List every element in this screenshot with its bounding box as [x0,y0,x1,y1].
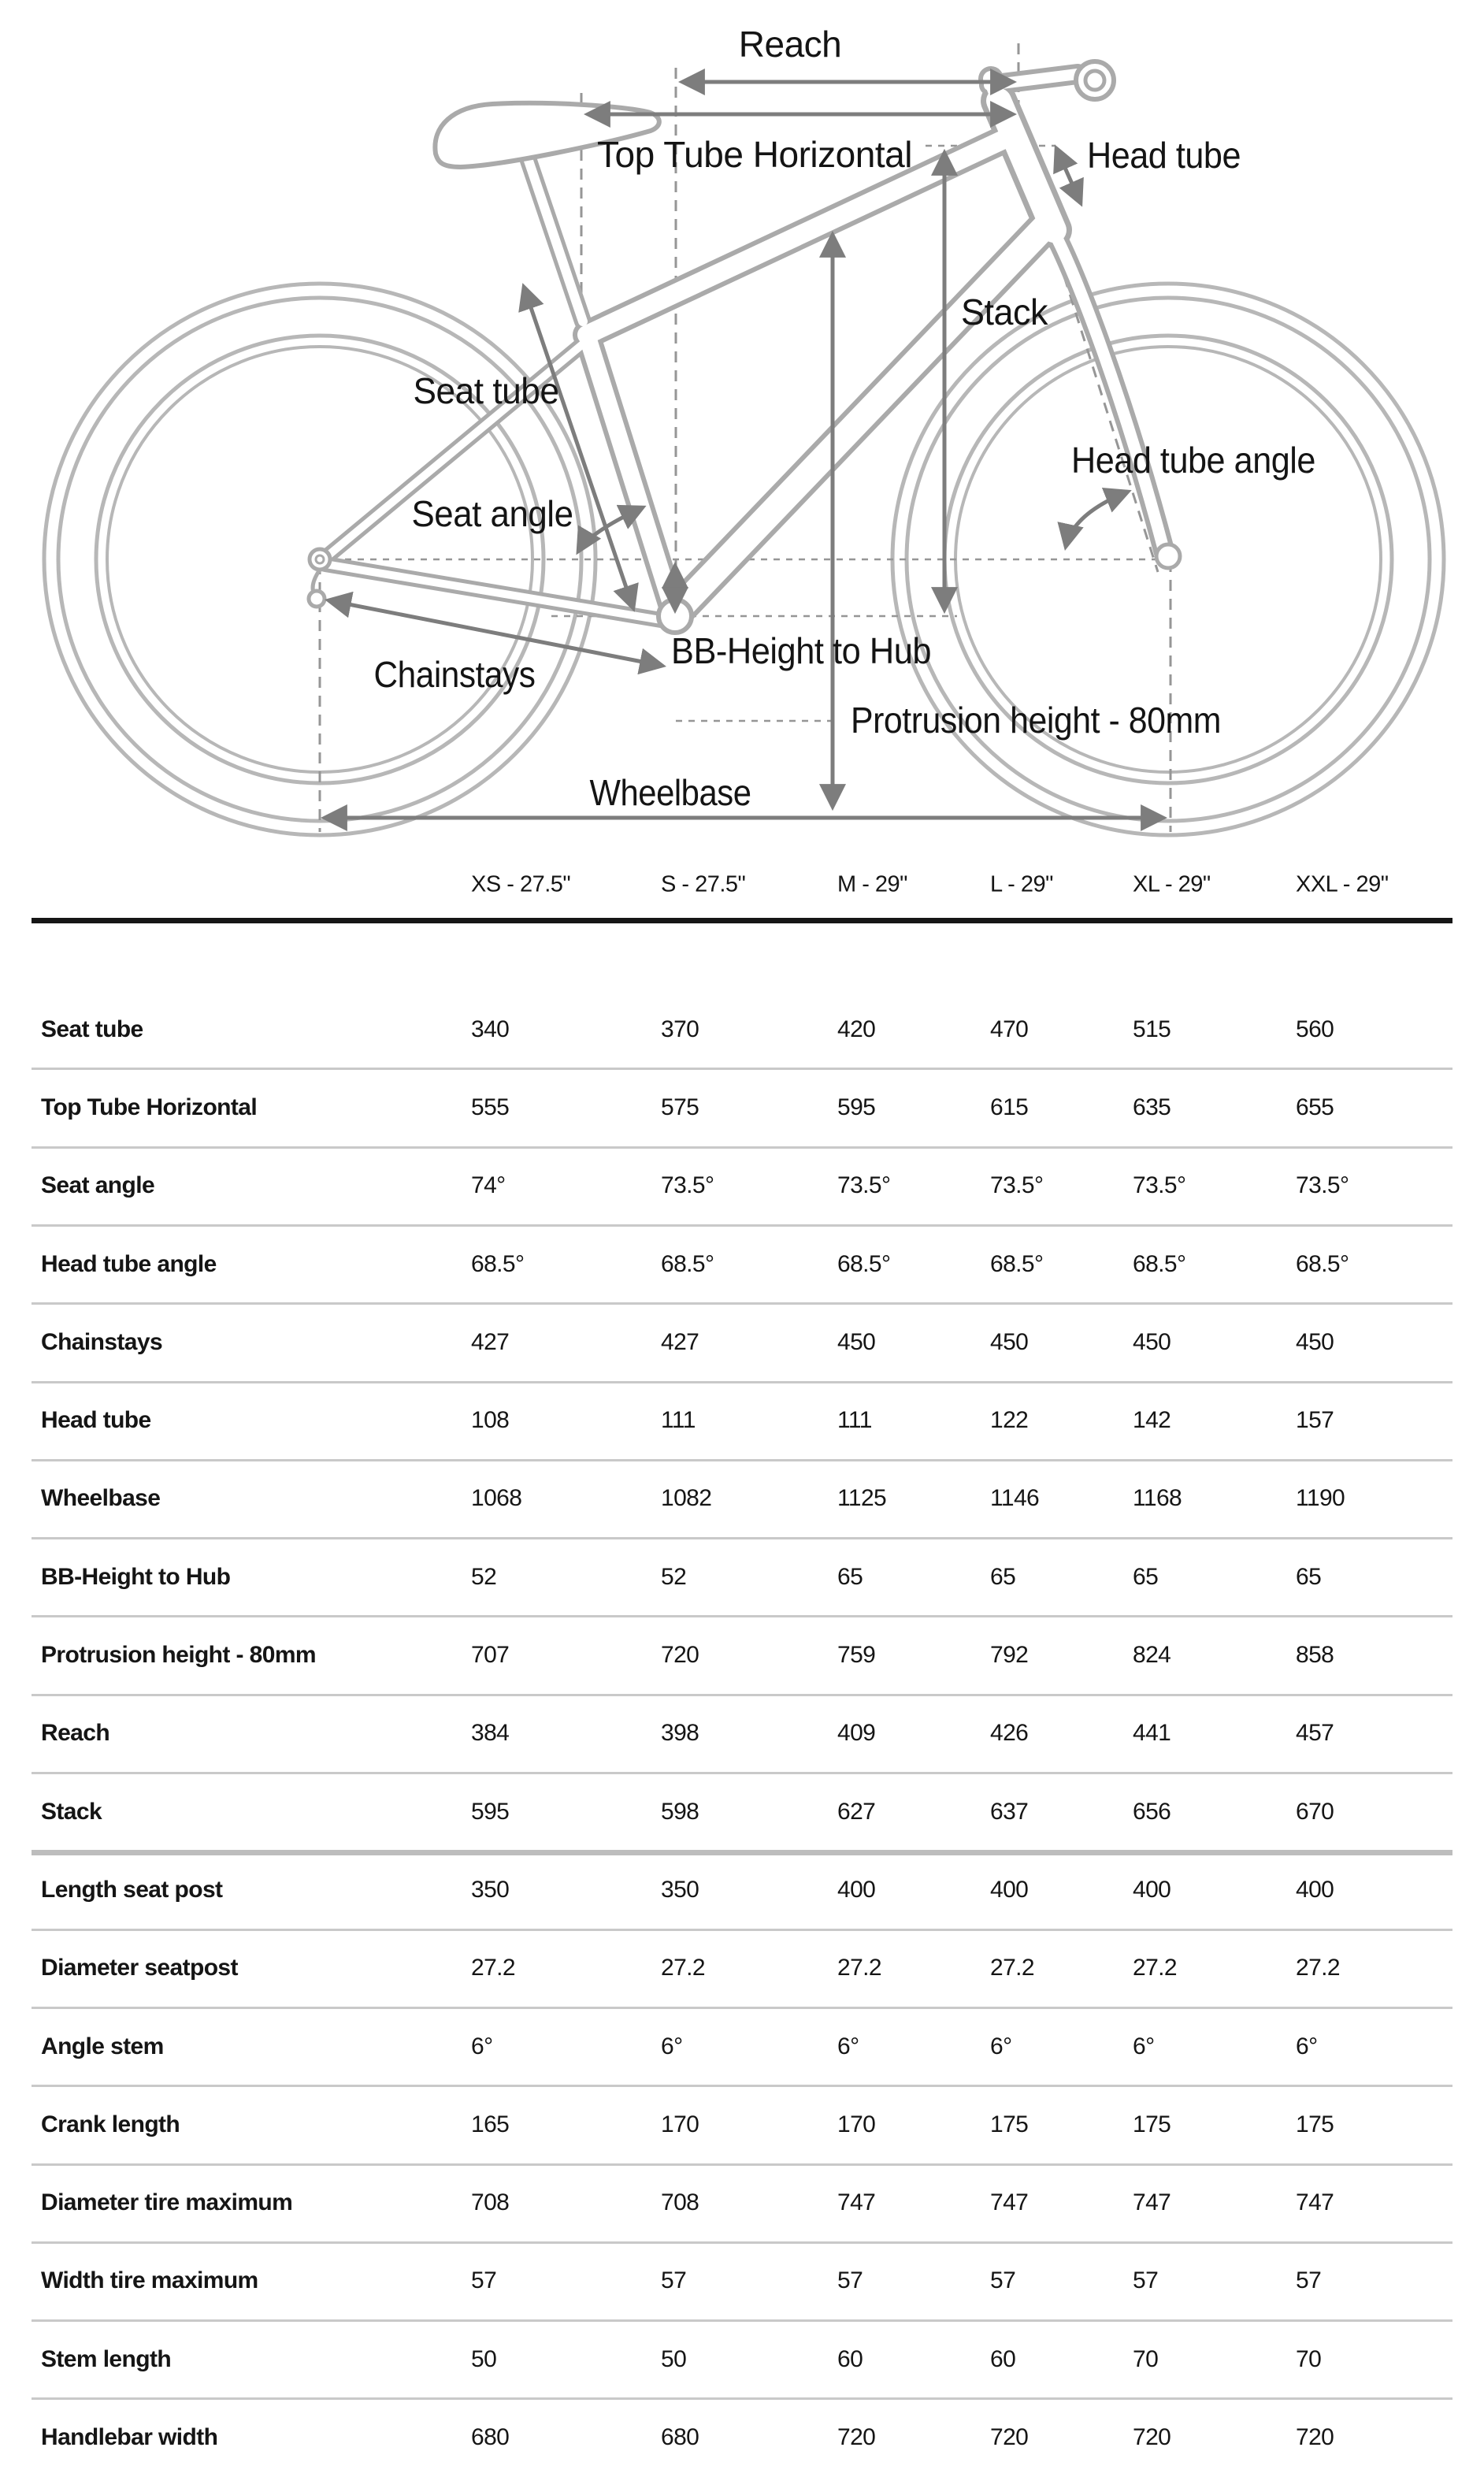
cell-value: 57 [1133,2267,1159,2294]
row-separator [32,2319,1452,2322]
column-header: XL - 29" [1133,871,1211,897]
cell-value: 656 [1133,1798,1171,1825]
row-label: Width tire maximum [41,2267,258,2294]
table-row [0,1068,1484,1146]
cell-value: 1190 [1296,1485,1345,1512]
cell-value: 6° [990,2033,1012,2059]
cell-value: 635 [1133,1094,1171,1120]
cell-value: 57 [1296,2267,1322,2294]
row-label: BB-Height to Hub [41,1563,231,1590]
cell-value: 6° [1296,2033,1318,2059]
cell-value: 720 [661,1642,699,1669]
cell-value: 52 [661,1563,687,1590]
cell-value: 65 [990,1563,1016,1590]
column-header: L - 29" [990,871,1053,897]
table-row [0,1695,1484,1773]
row-label: Top Tube Horizontal [41,1094,258,1120]
cell-value: 420 [837,1016,876,1042]
table-row [0,2085,1484,2163]
row-label: Head tube [41,1407,151,1434]
table-row [0,990,1484,1068]
row-label: Diameter seatpost [41,1955,238,1981]
cell-value: 515 [1133,1016,1171,1042]
row-separator [32,1459,1452,1461]
cell-value: 68.5° [1133,1250,1186,1277]
cell-value: 398 [661,1720,699,1747]
cell-value: 555 [471,1094,510,1120]
cell-value: 426 [990,1720,1029,1747]
cell-value: 400 [1133,1876,1171,1903]
table-row [0,2398,1484,2476]
table-row [0,1460,1484,1538]
cell-value: 60 [837,2345,863,2372]
cell-value: 6° [1133,2033,1155,2059]
table-row [0,1147,1484,1225]
cell-value: 60 [990,2345,1016,2372]
label-protrusion: Protrusion height - 80mm [851,700,1221,741]
table-row [0,1616,1484,1694]
label-seat-tube: Seat tube [413,370,559,411]
cell-value: 1082 [661,1485,712,1512]
cell-value: 27.2 [990,1955,1034,1981]
label-reach: Reach [738,24,842,65]
table-row [0,1929,1484,2007]
row-label: Reach [41,1720,110,1747]
row-label: Stem length [41,2345,172,2372]
cell-value: 637 [990,1798,1029,1825]
cell-value: 142 [1133,1407,1171,1434]
cell-value: 6° [837,2033,859,2059]
bike-geometry-diagram [0,0,1484,851]
cell-value: 165 [471,2111,510,2137]
row-label: Handlebar width [41,2424,218,2451]
cell-value: 68.5° [661,1250,714,1277]
row-separator [32,1381,1452,1383]
row-label: Wheelbase [41,1485,161,1512]
cell-value: 57 [471,2267,497,2294]
row-separator [32,2241,1452,2244]
cell-value: 73.5° [1296,1172,1349,1199]
row-label: Head tube angle [41,1250,217,1277]
cell-value: 720 [837,2424,876,2451]
row-label: Chainstays [41,1328,163,1355]
cell-value: 57 [661,2267,687,2294]
cell-value: 720 [1133,2424,1171,2451]
cell-value: 792 [990,1642,1029,1669]
cell-value: 57 [837,2267,863,2294]
cell-value: 52 [471,1563,497,1590]
cell-value: 470 [990,1016,1029,1042]
row-separator [32,2397,1452,2400]
cell-value: 170 [837,2111,876,2137]
row-separator [32,2085,1452,2087]
cell-value: 175 [1133,2111,1171,2137]
label-seat-angle: Seat angle [411,493,573,534]
cell-value: 57 [990,2267,1016,2294]
table-row [0,2242,1484,2320]
row-separator [32,1224,1452,1227]
cell-value: 175 [1296,2111,1334,2137]
cell-value: 1125 [837,1485,887,1512]
cell-value: 27.2 [661,1955,705,1981]
table-row [0,1538,1484,1616]
column-header: S - 27.5" [661,871,746,897]
cell-value: 1168 [1133,1485,1182,1512]
cell-value: 824 [1133,1642,1171,1669]
row-separator [32,1929,1452,1931]
cell-value: 595 [837,1094,876,1120]
row-separator [32,1694,1452,1696]
cell-value: 400 [990,1876,1029,1903]
column-header: XS - 27.5" [471,871,571,897]
table-row [0,2007,1484,2085]
cell-value: 450 [837,1328,876,1355]
cell-value: 747 [1133,2189,1171,2216]
cell-value: 575 [661,1094,699,1120]
cell-value: 68.5° [1296,1250,1349,1277]
table-row [0,1773,1484,1851]
cell-value: 65 [1133,1563,1159,1590]
cell-value: 707 [471,1642,510,1669]
cell-value: 708 [661,2189,699,2216]
cell-value: 70 [1296,2345,1322,2372]
cell-value: 560 [1296,1016,1334,1042]
cell-value: 27.2 [471,1955,515,1981]
row-label: Diameter tire maximum [41,2189,293,2216]
cell-value: 73.5° [837,1172,891,1199]
cell-value: 457 [1296,1720,1334,1747]
cell-value: 74° [471,1172,506,1199]
table-row [0,1382,1484,1460]
label-stack: Stack [961,292,1049,332]
head-tube-angle-arc [1066,492,1128,547]
cell-value: 655 [1296,1094,1334,1120]
cell-value: 720 [990,2424,1029,2451]
cell-value: 73.5° [1133,1172,1186,1199]
row-separator [32,1850,1452,1855]
header-rule [32,918,1452,923]
table-row [0,2164,1484,2242]
cell-value: 6° [471,2033,493,2059]
geometry-table [0,851,1484,2451]
cell-value: 441 [1133,1720,1171,1747]
table-row [0,1303,1484,1381]
label-chainstays: Chainstays [373,654,536,695]
cell-value: 68.5° [990,1250,1044,1277]
cell-value: 27.2 [1296,1955,1340,1981]
cell-value: 747 [1296,2189,1334,2216]
cell-value: 595 [471,1798,510,1825]
column-header: XXL - 29" [1296,871,1389,897]
cell-value: 68.5° [837,1250,891,1277]
column-header: M - 29" [837,871,907,897]
cell-value: 70 [1133,2345,1159,2372]
cell-value: 858 [1296,1642,1334,1669]
cell-value: 68.5° [471,1250,525,1277]
cell-value: 65 [837,1563,863,1590]
cell-value: 350 [661,1876,699,1903]
head-tube-arrow [1056,148,1081,203]
row-separator [32,1537,1452,1539]
row-separator [32,2007,1452,2009]
row-label: Length seat post [41,1876,223,1903]
cell-value: 720 [1296,2424,1334,2451]
cell-value: 50 [661,2345,687,2372]
cell-value: 6° [661,2033,683,2059]
cell-value: 1068 [471,1485,522,1512]
cell-value: 409 [837,1720,876,1747]
row-separator [32,1302,1452,1305]
cell-value: 111 [837,1407,872,1434]
cell-value: 340 [471,1016,510,1042]
cell-value: 670 [1296,1798,1334,1825]
cell-value: 350 [471,1876,510,1903]
cell-value: 708 [471,2189,510,2216]
cell-value: 450 [1296,1328,1334,1355]
cell-value: 157 [1296,1407,1334,1434]
row-separator [32,1146,1452,1149]
cell-value: 627 [837,1798,876,1825]
label-head-tube: Head tube [1087,135,1241,176]
cell-value: 27.2 [1133,1955,1177,1981]
cell-value: 450 [990,1328,1029,1355]
cell-value: 1146 [990,1485,1040,1512]
row-separator [32,2163,1452,2166]
cell-value: 747 [990,2189,1029,2216]
cell-value: 427 [661,1328,699,1355]
table-row [0,2320,1484,2398]
cell-value: 370 [661,1016,699,1042]
cell-value: 615 [990,1094,1029,1120]
cell-value: 598 [661,1798,699,1825]
row-label: Stack [41,1798,102,1825]
cell-value: 427 [471,1328,510,1355]
size-header-row [0,851,1484,918]
cell-value: 747 [837,2189,876,2216]
cell-value: 108 [471,1407,510,1434]
cell-value: 111 [661,1407,696,1434]
label-bb-height: BB-Height to Hub [671,630,931,671]
cell-value: 175 [990,2111,1029,2137]
cell-value: 27.2 [837,1955,881,1981]
row-label: Seat angle [41,1172,155,1199]
cell-value: 450 [1133,1328,1171,1355]
row-label: Seat tube [41,1016,143,1042]
cell-value: 65 [1296,1563,1322,1590]
cell-value: 400 [1296,1876,1334,1903]
cell-value: 50 [471,2345,497,2372]
row-separator [32,1068,1452,1070]
cell-value: 680 [661,2424,699,2451]
table-row [0,1225,1484,1303]
cell-value: 73.5° [661,1172,714,1199]
row-label: Angle stem [41,2033,164,2059]
row-label: Crank length [41,2111,180,2137]
label-top-tube: Top Tube Horizontal [597,134,912,175]
handlebar-grip-icon [1076,61,1114,99]
row-separator [32,1615,1452,1617]
cell-value: 122 [990,1407,1029,1434]
row-label: Protrusion height - 80mm [41,1642,316,1669]
cell-value: 400 [837,1876,876,1903]
cell-value: 680 [471,2424,510,2451]
table-row [0,1851,1484,1929]
cell-value: 170 [661,2111,699,2137]
cell-value: 384 [471,1720,510,1747]
cell-value: 73.5° [990,1172,1044,1199]
label-wheelbase: Wheelbase [589,772,751,813]
cell-value: 759 [837,1642,876,1669]
label-head-tube-angle: Head tube angle [1071,440,1315,481]
row-separator [32,1772,1452,1774]
